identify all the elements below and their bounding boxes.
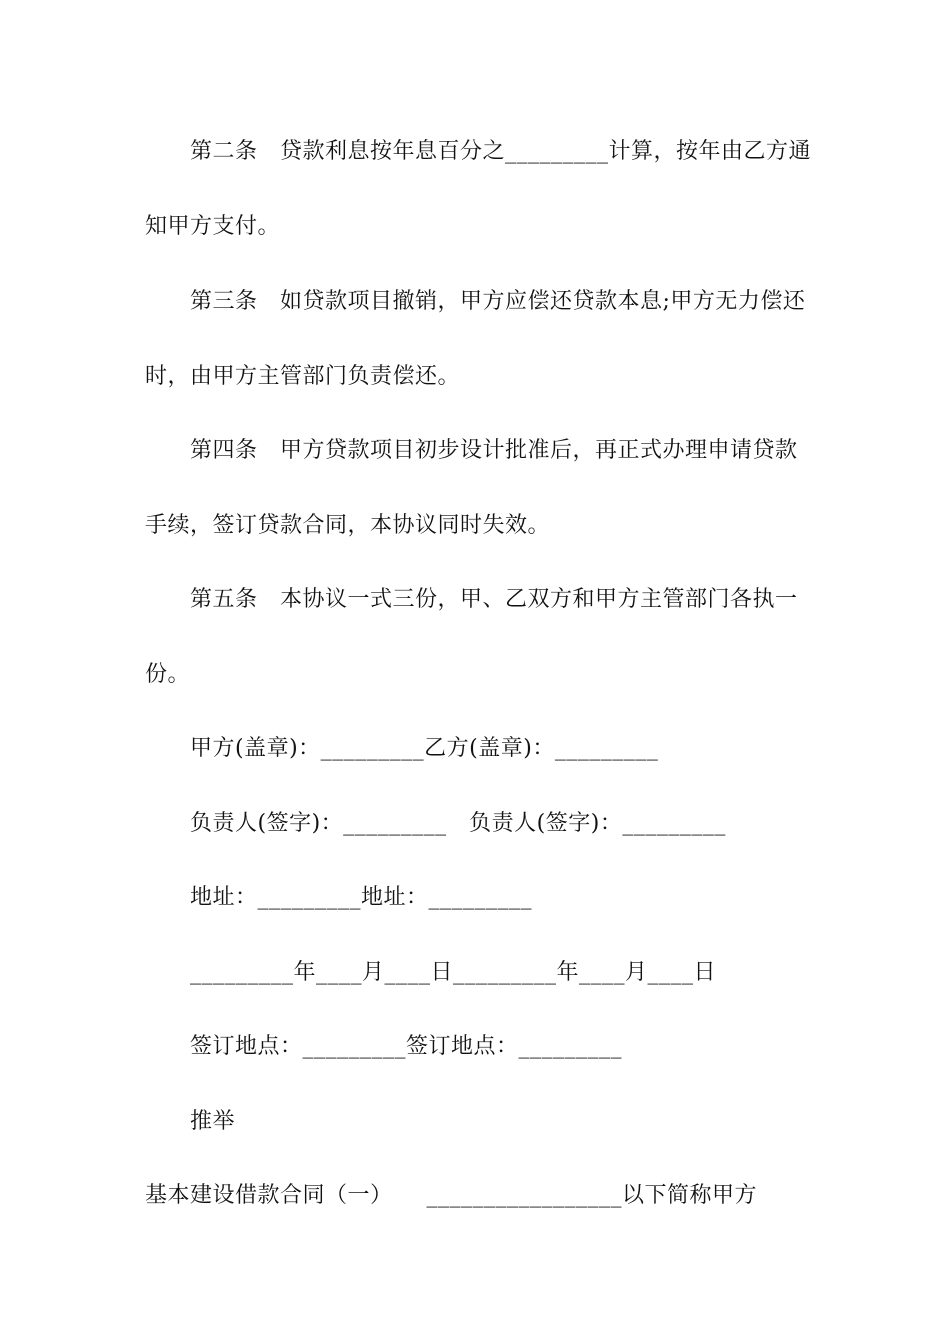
article-5-line-1: 第五条 本协议一式三份，甲、乙双方和甲方主管部门各执一 (190, 587, 798, 612)
article-2-line-1: 第二条 贷款利息按年息百分之_________计算，按年由乙方通 (190, 139, 812, 164)
recommendation-heading: 推举 (190, 1109, 236, 1134)
party-seal-line: 甲方(盖章)：_________乙方(盖章)：_________ (190, 736, 659, 761)
responsible-person-line: 负责人(签字)：_________ 负责人(签字)：_________ (190, 811, 726, 836)
article-2-line-2: 知甲方支付。 (145, 214, 281, 239)
article-5-line-2: 份。 (145, 662, 191, 687)
article-3-line-2: 时，由甲方主管部门负责偿还。 (145, 364, 461, 389)
signing-place-line: 签订地点：_________签订地点：_________ (190, 1034, 623, 1059)
contract-title-line: 基本建设借款合同（一） _________________以下简称甲方 (145, 1183, 758, 1208)
article-4-line-1: 第四条 甲方贷款项目初步设计批准后，再正式办理申请贷款 (190, 438, 798, 463)
address-line: 地址：_________地址：_________ (190, 885, 533, 910)
date-line: _________年____月____日_________年____月____日 (190, 960, 717, 985)
article-4-line-2: 手续，签订贷款合同，本协议同时失效。 (145, 513, 551, 538)
article-3-line-1: 第三条 如贷款项目撤销，甲方应偿还贷款本息;甲方无力偿还 (190, 289, 806, 314)
